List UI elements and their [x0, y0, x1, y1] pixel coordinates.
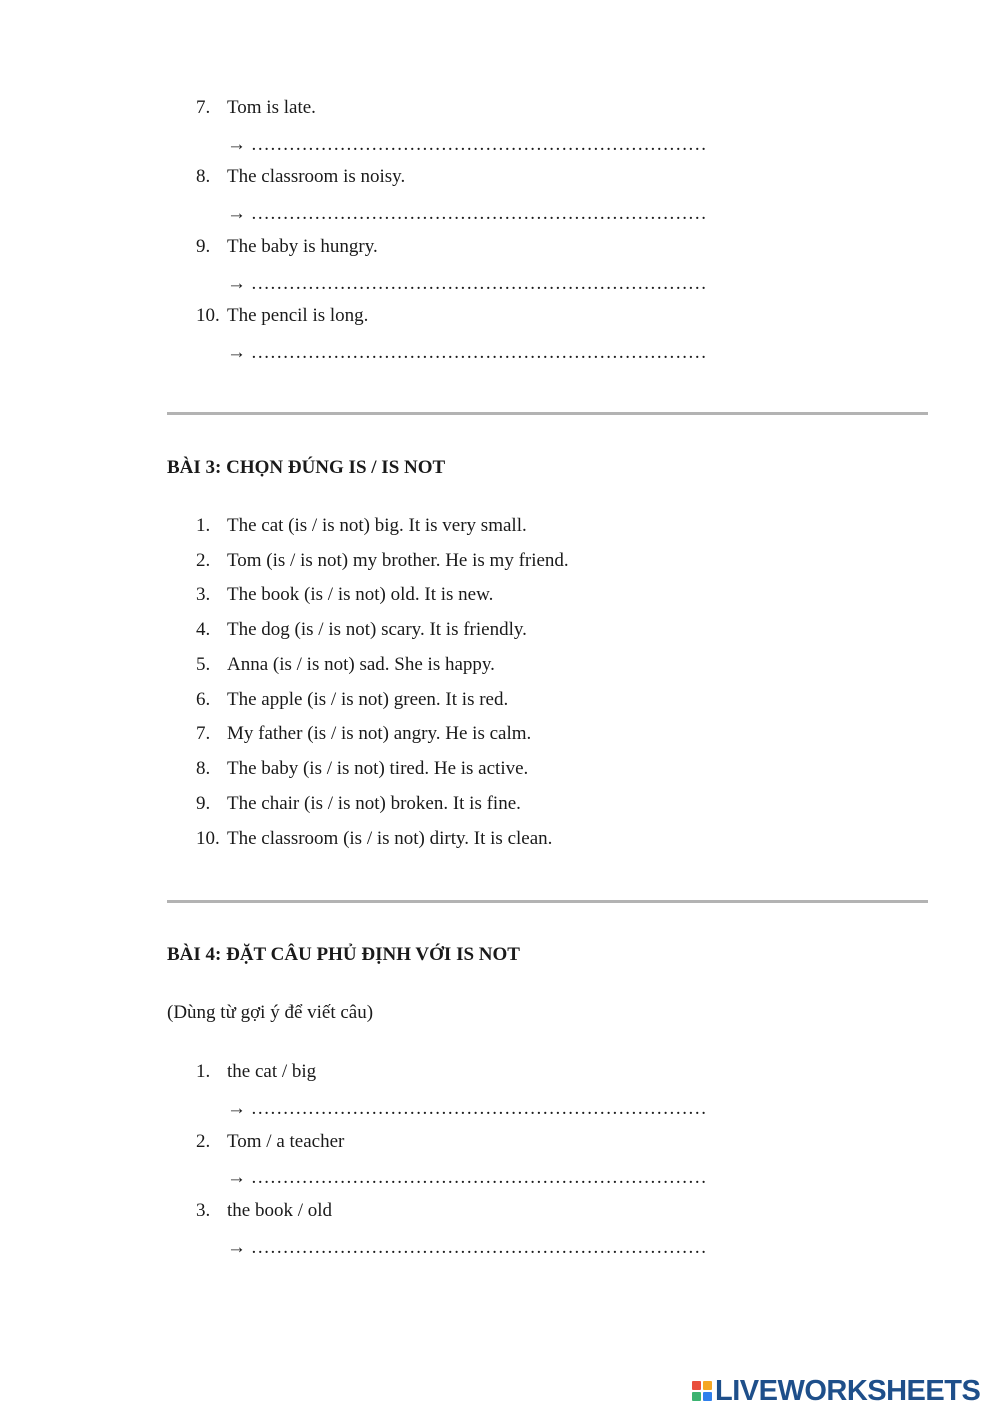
item-number: 2.	[196, 1131, 211, 1152]
item-text[interactable]: The cat (is / is not) big. It is very small.	[227, 515, 527, 536]
item-text: Tom is late.	[227, 97, 316, 118]
answer-line[interactable]: → ………………………………………………………………	[227, 1237, 707, 1258]
item-text: The baby is hungry.	[227, 236, 378, 257]
item-text: The pencil is long.	[227, 305, 369, 326]
logo-tile	[703, 1381, 712, 1390]
section4-title: BÀI 4: ĐẶT CÂU PHỦ ĐỊNH VỚI IS NOT	[167, 944, 520, 965]
item-text[interactable]: The chair (is / is not) broken. It is fine.	[227, 793, 521, 814]
answer-line[interactable]: → ………………………………………………………………	[227, 1098, 707, 1119]
item-number: 4.	[196, 619, 211, 640]
logo-tile	[692, 1392, 701, 1401]
logo-text: LIVEWORKSHEETS	[715, 1374, 981, 1407]
item-number: 6.	[196, 689, 211, 710]
item-number: 7.	[196, 723, 211, 744]
item-number: 8.	[196, 758, 211, 779]
section-divider	[167, 412, 928, 415]
item-text[interactable]: The classroom (is / is not) dirty. It is clean.	[227, 828, 553, 849]
item-text: the book / old	[227, 1200, 333, 1221]
logo-tile	[703, 1392, 712, 1401]
item-text[interactable]: The apple (is / is not) green. It is red.	[227, 689, 509, 710]
item-number: 3.	[196, 584, 211, 605]
answer-line[interactable]: → ………………………………………………………………	[227, 342, 707, 363]
item-number: 9.	[196, 793, 211, 814]
item-text[interactable]: My father (is / is not) angry. He is calm.	[227, 723, 532, 744]
item-number: 9.	[196, 236, 211, 257]
item-text[interactable]: The dog (is / is not) scary. It is friendly.	[227, 619, 527, 640]
item-text[interactable]: Tom (is / is not) my brother. He is my friend.	[227, 550, 569, 571]
item-text: the cat / big	[227, 1061, 317, 1082]
item-number: 1.	[196, 1061, 211, 1082]
item-number: 7.	[196, 97, 211, 118]
logo-mark-icon	[692, 1381, 712, 1401]
section4-instruction: (Dùng từ gợi ý để viết câu)	[167, 1002, 374, 1023]
item-number: 8.	[196, 166, 211, 187]
section-divider	[167, 900, 928, 903]
answer-line[interactable]: → ………………………………………………………………	[227, 203, 707, 224]
liveworksheets-logo[interactable]	[692, 1376, 980, 1406]
logo-tile	[692, 1381, 701, 1390]
item-number: 10.	[196, 828, 220, 849]
section3-title: BÀI 3: CHỌN ĐÚNG IS / IS NOT	[167, 457, 446, 478]
answer-line[interactable]: → ………………………………………………………………	[227, 134, 707, 155]
item-number: 1.	[196, 515, 211, 536]
item-text[interactable]: Anna (is / is not) sad. She is happy.	[227, 654, 495, 675]
item-text: The classroom is noisy.	[227, 166, 406, 187]
item-text: Tom / a teacher	[227, 1131, 345, 1152]
item-number: 10.	[196, 305, 220, 326]
answer-line[interactable]: → ………………………………………………………………	[227, 1167, 707, 1188]
item-number: 2.	[196, 550, 211, 571]
answer-line[interactable]: → ………………………………………………………………	[227, 273, 707, 294]
item-number: 3.	[196, 1200, 211, 1221]
item-number: 5.	[196, 654, 211, 675]
item-text[interactable]: The book (is / is not) old. It is new.	[227, 584, 494, 605]
item-text[interactable]: The baby (is / is not) tired. He is active.	[227, 758, 529, 779]
